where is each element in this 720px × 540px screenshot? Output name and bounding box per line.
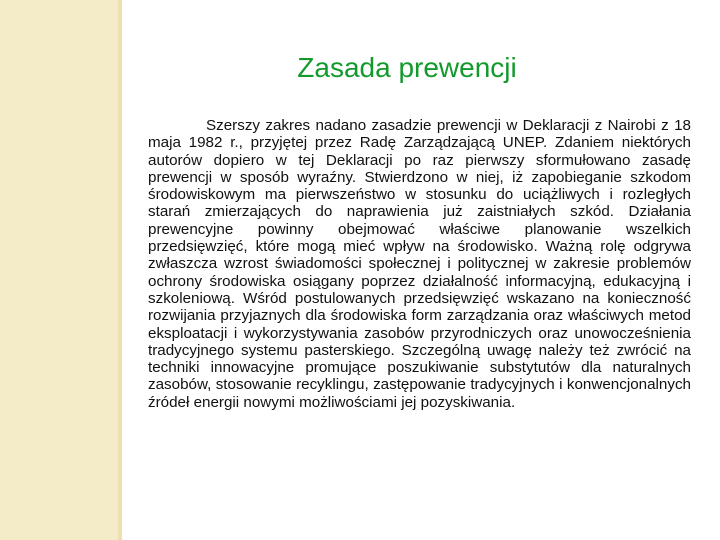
slide-title: Zasada prewencji <box>297 52 517 83</box>
slide-body-text: Szerszy zakres nadano zasadzie prewencji w Deklaracji z Nairobi z 18 maja 1982 r., przyjętej przez Radę Zarządzającą UNEP. Zdaniem niektórych autorów dopiero w tej Deklaracji po raz pierwszy sformułowano zasadę prewencji w sposób wyraźny. Stwierdzono w niej, iż zapobieganie szkodom środowiskowym ma pierwszeństwo w stosunku do uciążliwych i rozległych starań zmierzających do naprawienia już zaistniałych szkód. Działania prewencyjne powinny obejmować właściwe planowanie wszelkich przedsięwzięć, które mogą mieć wpływ na środowisko. Ważną rolę odgrywa zwłaszcza wzrost świadomości społecznej i politycznej w zakresie problemów ochrony środowiska osiągany poprzez działalność informacyjną, edukacyjną i szkoleniową. Wśród postulowanych przedsięwzięć wskazano na konieczność rozwijania przyjaznych dla środowiska form zarządzania oraz właściwych metod eksploatacji i wykorzystywania zasobów przyrodniczych oraz unowocześnienia tradycyjnego systemu pasterskiego. Szczególną uwagę należy też zwrócić na techniki innowacyjne promujące poszukiwanie substytutów dla naturalnych zasobów, stosowanie recyklingu, zastępowanie tradycyjnych i konwencjonalnych źródeł energii nowymi możliwościami jej pozyskiwania. <box>148 117 691 411</box>
decorative-side-band-edge <box>118 0 122 540</box>
decorative-side-band <box>0 0 118 540</box>
